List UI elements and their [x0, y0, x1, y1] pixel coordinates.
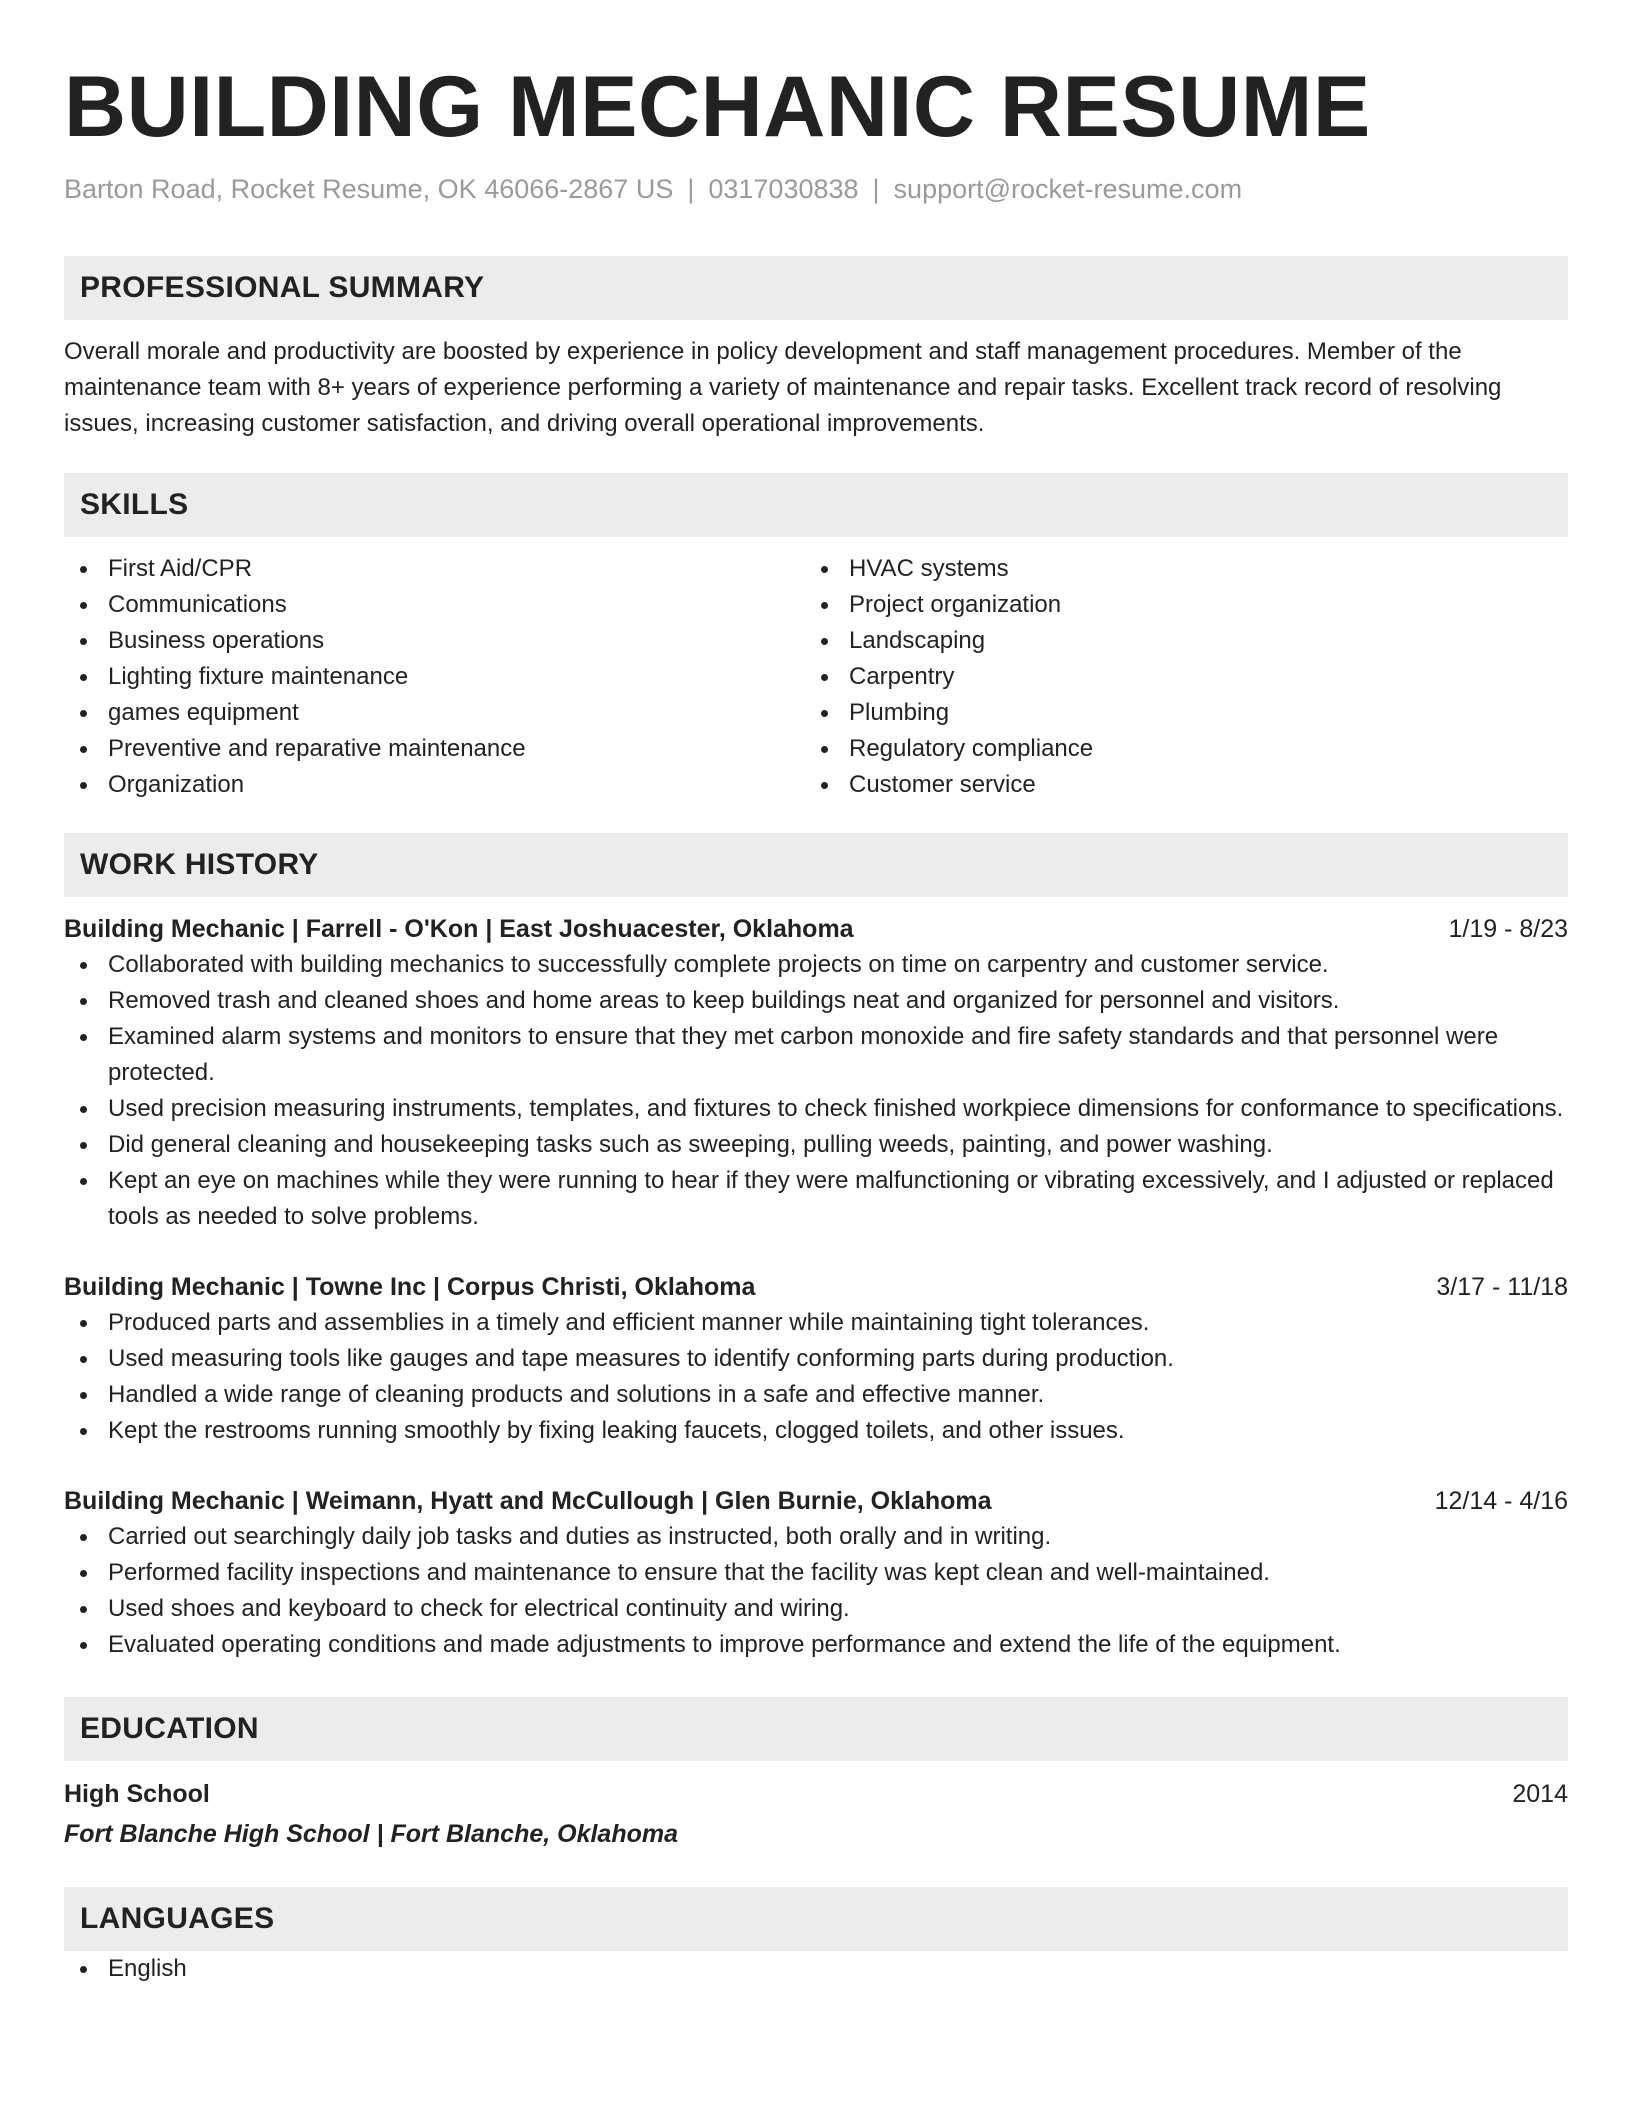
job-title: Building Mechanic | Farrell - O'Kon | East Joshuacester, Oklahoma	[64, 915, 854, 943]
job-bullet: Kept an eye on machines while they were running to hear if they were malfunctioning or vibrating excessively, and I adjusted or replaced tools as needed to solve problems.	[64, 1163, 1568, 1235]
job-entry	[64, 1269, 1568, 1449]
job-bullet: Carried out searchingly daily job tasks and duties as instructed, both orally and in writing.	[64, 1519, 1568, 1555]
section-heading-work-history: WORK HISTORY	[64, 833, 1568, 897]
section-heading-languages: LANGUAGES	[64, 1887, 1568, 1951]
skills-list-right	[805, 551, 1546, 803]
languages-list	[64, 1951, 1568, 1987]
skill-item: Project organization	[805, 587, 1546, 623]
job-entry	[64, 911, 1568, 1235]
contact-line	[64, 170, 1568, 208]
skill-item: HVAC systems	[805, 551, 1546, 587]
job-header	[64, 1269, 1568, 1305]
job-title: Building Mechanic | Towne Inc | Corpus Christi, Oklahoma	[64, 1273, 756, 1301]
skill-item: First Aid/CPR	[64, 551, 805, 587]
job-header	[64, 911, 1568, 947]
job-bullet-list	[64, 1519, 1568, 1663]
skill-item: Landscaping	[805, 623, 1546, 659]
education-degree: High School	[64, 1780, 210, 1808]
skill-item: Business operations	[64, 623, 805, 659]
language-item: English	[64, 1951, 1568, 1987]
job-title: Building Mechanic | Weimann, Hyatt and McCullough | Glen Burnie, Oklahoma	[64, 1487, 992, 1515]
job-bullet: Used shoes and keyboard to check for electrical continuity and wiring.	[64, 1591, 1568, 1627]
skills-column-left	[64, 551, 805, 803]
job-bullet: Did general cleaning and housekeeping tasks such as sweeping, pulling weeds, painting, and power washing.	[64, 1127, 1568, 1163]
skill-item: Lighting fixture maintenance	[64, 659, 805, 695]
section-heading-skills: SKILLS	[64, 473, 1568, 537]
job-bullet: Performed facility inspections and maintenance to ensure that the facility was kept clean and well-maintained.	[64, 1555, 1568, 1591]
job-dates: 1/19 - 8/23	[1448, 915, 1568, 943]
contact-separator: |	[687, 174, 695, 204]
job-bullet-list	[64, 947, 1568, 1235]
contact-phone: 0317030838	[708, 174, 859, 204]
job-entry	[64, 1483, 1568, 1663]
job-bullet: Produced parts and assemblies in a timely and efficient manner while maintaining tight tolerances.	[64, 1305, 1568, 1341]
section-heading-summary: PROFESSIONAL SUMMARY	[64, 256, 1568, 320]
job-bullet: Used measuring tools like gauges and tape measures to identify conforming parts during production.	[64, 1341, 1568, 1377]
skill-item: Plumbing	[805, 695, 1546, 731]
section-heading-education: EDUCATION	[64, 1697, 1568, 1761]
job-dates: 3/17 - 11/18	[1436, 1273, 1568, 1301]
summary-text: Overall morale and productivity are boosted by experience in policy development and staff management procedures. Member of the maintenance team with 8+ years of experience performing a variety of maintenance and repair tasks. Excellent track record of resolving issues, increasing customer satisfaction, and driving overall operational improvements.	[64, 338, 1502, 437]
education-row	[64, 1775, 1568, 1813]
job-bullet: Collaborated with building mechanics to successfully complete projects on time on carpentry and customer service.	[64, 947, 1568, 983]
job-bullet: Used precision measuring instruments, templates, and fixtures to check finished workpiece dimensions for conformance to specifications.	[64, 1091, 1568, 1127]
skill-item: games equipment	[64, 695, 805, 731]
job-bullet: Kept the restrooms running smoothly by fixing leaking faucets, clogged toilets, and other issues.	[64, 1413, 1568, 1449]
skill-item: Preventive and reparative maintenance	[64, 731, 805, 767]
education-school: Fort Blanche High School | Fort Blanche, Oklahoma	[64, 1820, 679, 1848]
job-bullet-list	[64, 1305, 1568, 1449]
skills-column-right	[805, 551, 1546, 803]
skills-list-left	[64, 551, 805, 803]
job-bullet: Evaluated operating conditions and made adjustments to improve performance and extend the life of the equipment.	[64, 1627, 1568, 1663]
skill-item: Customer service	[805, 767, 1546, 803]
contact-email: support@rocket-resume.com	[893, 174, 1243, 204]
job-dates: 12/14 - 4/16	[1434, 1487, 1568, 1515]
job-header	[64, 1483, 1568, 1519]
resume-title: BUILDING MECHANIC RESUME	[64, 59, 1371, 155]
skill-item: Carpentry	[805, 659, 1546, 695]
contact-separator: |	[872, 174, 880, 204]
education-year: 2014	[1512, 1780, 1568, 1808]
skill-item: Communications	[64, 587, 805, 623]
job-bullet: Removed trash and cleaned shoes and home areas to keep buildings neat and organized for personnel and visitors.	[64, 983, 1568, 1019]
skills-columns	[64, 551, 1568, 803]
job-bullet: Handled a wide range of cleaning products and solutions in a safe and effective manner.	[64, 1377, 1568, 1413]
skill-item: Organization	[64, 767, 805, 803]
skill-item: Regulatory compliance	[805, 731, 1546, 767]
job-bullet: Examined alarm systems and monitors to ensure that they met carbon monoxide and fire safety standards and that personnel were protected.	[64, 1019, 1568, 1091]
contact-address: Barton Road, Rocket Resume, OK 46066-2867 US	[64, 174, 674, 204]
